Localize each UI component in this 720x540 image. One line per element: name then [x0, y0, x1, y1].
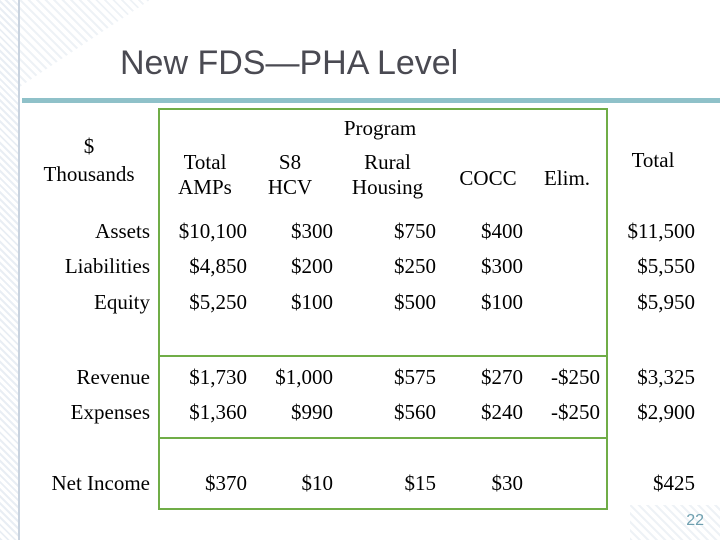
- corner-header-unit: Thousands: [43, 162, 135, 186]
- corner-header-symbol: $: [83, 134, 95, 158]
- left-stripe-decoration: [0, 0, 18, 540]
- row-label: Expenses: [70, 400, 150, 424]
- column-header-rural-housing: Rural Housing: [351, 150, 424, 199]
- table-cell: $4,850: [189, 254, 247, 278]
- table-cell: $11,500: [627, 219, 695, 243]
- table-cell: $5,950: [637, 290, 695, 314]
- table-cell: $100: [291, 290, 333, 314]
- table-cell: -$250: [551, 400, 600, 424]
- table-cell: $10: [301, 471, 333, 495]
- table-cell: $15: [404, 471, 436, 495]
- table-cell: $10,100: [178, 219, 247, 243]
- row-label: Liabilities: [64, 254, 150, 278]
- table-cell: $270: [481, 365, 523, 389]
- page-number: 22: [686, 512, 704, 529]
- table-cell: $370: [205, 471, 247, 495]
- row-label: Revenue: [76, 365, 150, 389]
- program-group-header: Program: [343, 116, 417, 140]
- table-cell: $5,250: [189, 290, 247, 314]
- column-header-elim: Elim.: [543, 166, 591, 190]
- grid-line: [606, 108, 608, 510]
- table-cell: $100: [481, 290, 523, 314]
- table-cell: $1,000: [275, 365, 333, 389]
- table-cell: $1,360: [189, 400, 247, 424]
- grid-line: [158, 108, 608, 110]
- grid-line: [158, 437, 608, 439]
- title-underline: [22, 98, 720, 103]
- table-cell: $250: [394, 254, 436, 278]
- row-label: Equity: [94, 290, 150, 314]
- table-cell: $30: [491, 471, 523, 495]
- corner-decoration-bottom: [630, 505, 720, 540]
- left-border-line: [18, 0, 20, 540]
- table-cell: $400: [481, 219, 523, 243]
- table-cell: $240: [481, 400, 523, 424]
- table-cell: $5,550: [637, 254, 695, 278]
- table-cell: $990: [291, 400, 333, 424]
- table-cell: $3,325: [637, 365, 695, 389]
- table-cell: $1,730: [189, 365, 247, 389]
- grid-line: [158, 355, 608, 357]
- table-cell: $200: [291, 254, 333, 278]
- table-cell: $425: [653, 471, 695, 495]
- grid-line: [158, 508, 608, 510]
- column-header-s8-hcv: S8 HCV: [267, 150, 313, 199]
- row-label: Assets: [95, 219, 150, 243]
- table-cell: $2,900: [637, 400, 695, 424]
- row-label: Net Income: [51, 471, 150, 495]
- table-cell: $575: [394, 365, 436, 389]
- table-cell: -$250: [551, 365, 600, 389]
- table-cell: $500: [394, 290, 436, 314]
- table-cell: $560: [394, 400, 436, 424]
- column-header-total: Total: [631, 148, 675, 172]
- table-cell: $300: [291, 219, 333, 243]
- column-header-cocc: COCC: [459, 166, 517, 190]
- column-header-total-amps: Total AMPs: [178, 150, 232, 199]
- slide-title: New FDS—PHA Level: [120, 44, 459, 82]
- table-cell: $750: [394, 219, 436, 243]
- grid-line: [158, 108, 160, 510]
- table-cell: $300: [481, 254, 523, 278]
